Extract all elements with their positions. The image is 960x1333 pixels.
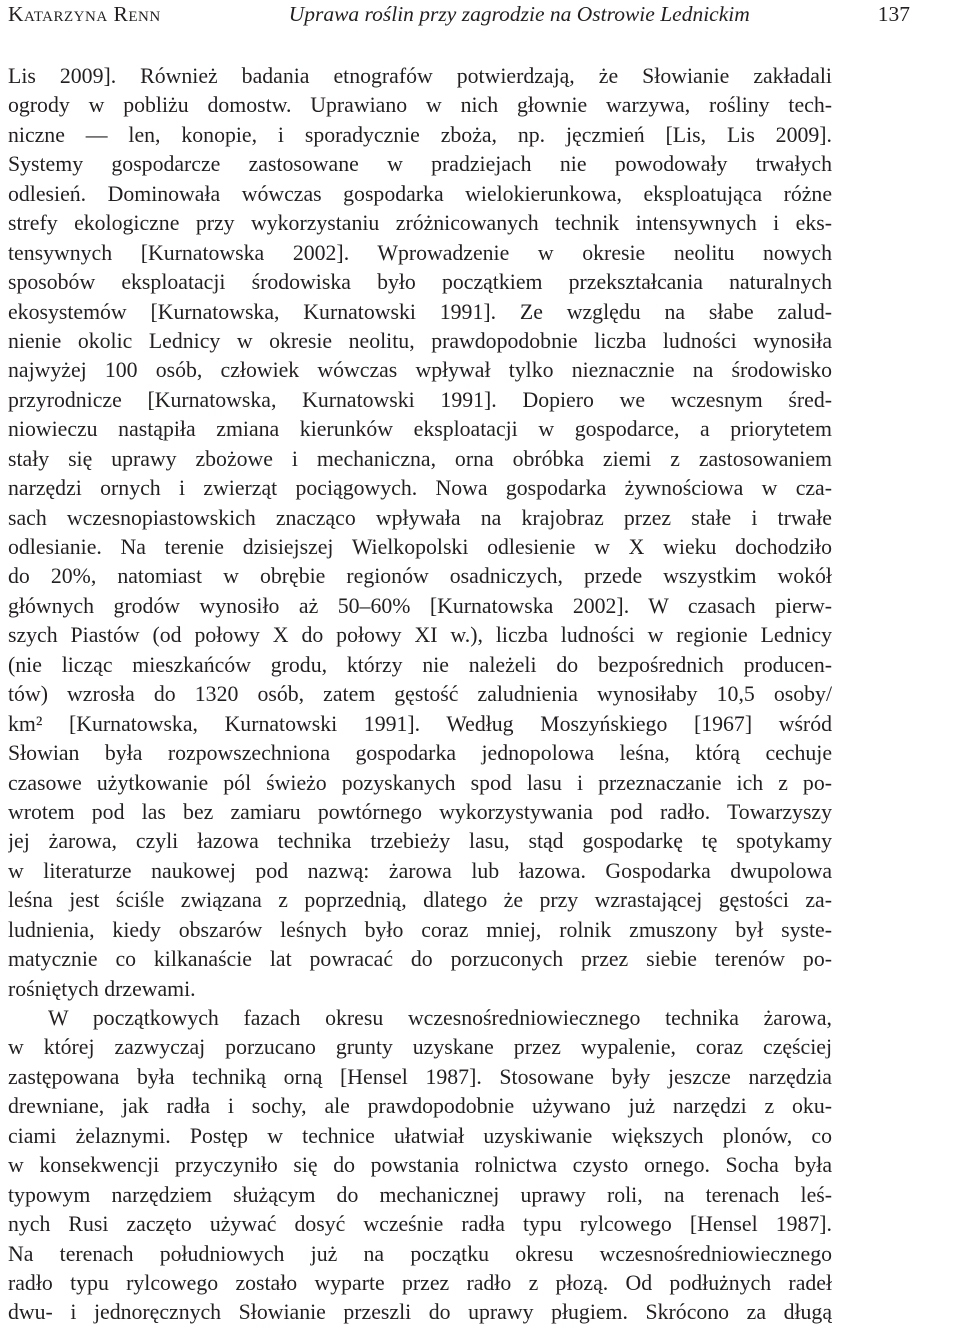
text-line: niczne — len, konopie, i sporadycznie zboża, np. jęczmień [Lis, Lis 2009].: [8, 122, 832, 147]
text-line: ekosystemów [Kurnatowska, Kurnatowski 1991]. Ze względu na słabe zalud-: [8, 299, 832, 324]
text-line: tensywnych [Kurnatowska 2002]. Wprowadzenie w okresie neolitu nowych: [8, 240, 832, 265]
page-number: 137: [877, 2, 910, 26]
text-line: Systemy gospodarcze zastosowane w pradziejach nie powodowały trwałych: [8, 152, 832, 177]
text-line: Lis 2009]. Również badania etnografów potwierdzają, że Słowianie zakładali: [8, 64, 832, 88]
text-line: czasowe użytkowanie pól świeżo pozyskanych spod lasu i przeznaczanie ich z po-: [8, 770, 832, 795]
text-line: tów) wzrosła do 1320 osób, zatem gęstość zaludnienia wynosiłaby 10,5 osoby/: [8, 682, 832, 707]
text-line: km² [Kurnatowska, Kurnatowski 1991]. Według Moszyńskiego [1967] wśród: [8, 711, 832, 736]
text-line: przyrodnicze [Kurnatowska, Kurnatowski 1991]. Dopiero we wczesnym śred-: [8, 387, 832, 412]
text-line: sach wczesnopiastowskich znacząco wpływała na krajobraz przez stałe i trwałe: [8, 505, 832, 530]
text-line: zastępowana była techniką orną [Hensel 1987]. Stosowane były jeszcze narzędzia: [8, 1064, 832, 1089]
text-line: sposobów eksploatacji środowiska było początkiem przekształcania naturalnych: [8, 270, 832, 295]
text-line: strefy ekologiczne przy wykorzystaniu zróżnicowanych technik intensywnych i eks-: [8, 211, 832, 236]
text-line: leśna jest ściśle związana z poprzednią, dlatego że przy wzrastającej gęstości za-: [8, 888, 832, 913]
running-title: Uprawa roślin przy zagrodzie na Ostrowie Lednickim: [288, 2, 750, 26]
text-line: najwyżej 100 osób, człowiek wówczas wpływał tylko nieznacznie na środowisko: [8, 358, 832, 383]
text-line: jej żarowa, czyli łazowa technika trzebieży lasu, stąd gospodarkę tę spotykamy: [8, 829, 832, 854]
text-line: odlesień. Dominowała wówczas gospodarka wielokierunkowa, eksploatująca różne: [8, 181, 832, 206]
text-line: szych Piastów (od połowy X do połowy XI w.), liczba ludności w regionie Lednicy: [8, 623, 832, 648]
body-text: [8, 62, 832, 1328]
paragraph-end-line: rośniętych drzewami.: [8, 976, 196, 1001]
paragraph-first-line: W początkowych fazach okresu wczesnośredniowiecznego technika żarowa,: [48, 1006, 832, 1030]
author-name: Katarzyna Renn: [8, 2, 161, 26]
text-line: niowieczu nastąpiła zmiana kierunków eksploatacji w gospodarce, a priorytetem: [8, 417, 832, 442]
text-line: w konsekwencji przyczyniło się do powstania rolnictwa czysto ornego. Socha była: [8, 1153, 832, 1178]
text-line: stały się uprawy zbożowe i mechaniczna, orna obróbka ziemi z zastosowaniem: [8, 446, 832, 471]
text-line: narzędzi ornych i zwierząt pociągowych. Nowa gospodarka żywnościowa w cza-: [8, 476, 832, 501]
text-line: w której zazwyczaj porzucano grunty uzyskane przez wypalenie, coraz częściej: [8, 1035, 832, 1060]
text-line: dwu- i jednoręcznych Słowianie przeszli do uprawy pługiem. Skrócono za długą: [8, 1300, 832, 1325]
text-line: w literaturze naukowej pod nazwą: żarowa lub łazowa. Gospodarka dwupolowa: [8, 858, 832, 883]
text-line: wrotem pod las bez zamiaru powtórnego wykorzystywania pod radło. Towarzyszy: [8, 799, 832, 824]
text-line: nienie okolic Lednicy w okresie neolitu, prawdopodobnie liczba ludności wynosiła: [8, 328, 832, 353]
text-line: ciami żelaznymi. Postęp w technice ułatwiał uzyskiwanie większych plonów, co: [8, 1123, 832, 1148]
text-line: do 20%, natomiast w obrębie regionów osadniczych, przede wszystkim wokół: [8, 564, 832, 589]
text-line: Na terenach południowych już na początku okresu wczesnośredniowiecznego: [8, 1241, 832, 1266]
text-line: matycznie co kilkanaście lat powracać do porzuconych przez siebie terenów po-: [8, 947, 832, 972]
text-line: Słowian była rozpowszechniona gospodarka jednopolowa leśna, którą cechuje: [8, 741, 832, 766]
text-line: drewniane, jak radła i sochy, ale prawdopodobnie używano już narzędzi z oku-: [8, 1094, 832, 1119]
text-line: (nie licząc mieszkańców grodu, którzy nie należeli do bezpośrednich producen-: [8, 652, 832, 677]
text-line: ludnienia, kiedy obszarów leśnych było coraz mniej, rolnik zmuszony był syste-: [8, 917, 832, 942]
text-line: głównych grodów wynosiło aż 50–60% [Kurnatowska 2002]. W czasach pierw-: [8, 593, 832, 618]
text-line: typowym narzędziem służącym do mechanicznej uprawy roli, na terenach leś-: [8, 1182, 832, 1207]
text-line: radło typu rylcowego zostało wyparte przez radło z płozą. Od podłużnych radeł: [8, 1270, 832, 1295]
text-line: nych Rusi zaczęto używać dosyć wcześnie radła typu rylcowego [Hensel 1987].: [8, 1212, 832, 1237]
text-line: odlesianie. Na terenie dzisiejszej Wielkopolski odlesienie w X wieku dochodziło: [8, 535, 832, 559]
text-line: ogrody w pobliżu domostw. Uprawiano w nich głownie warzywa, rośliny tech-: [8, 93, 832, 118]
running-header: [8, 0, 910, 28]
